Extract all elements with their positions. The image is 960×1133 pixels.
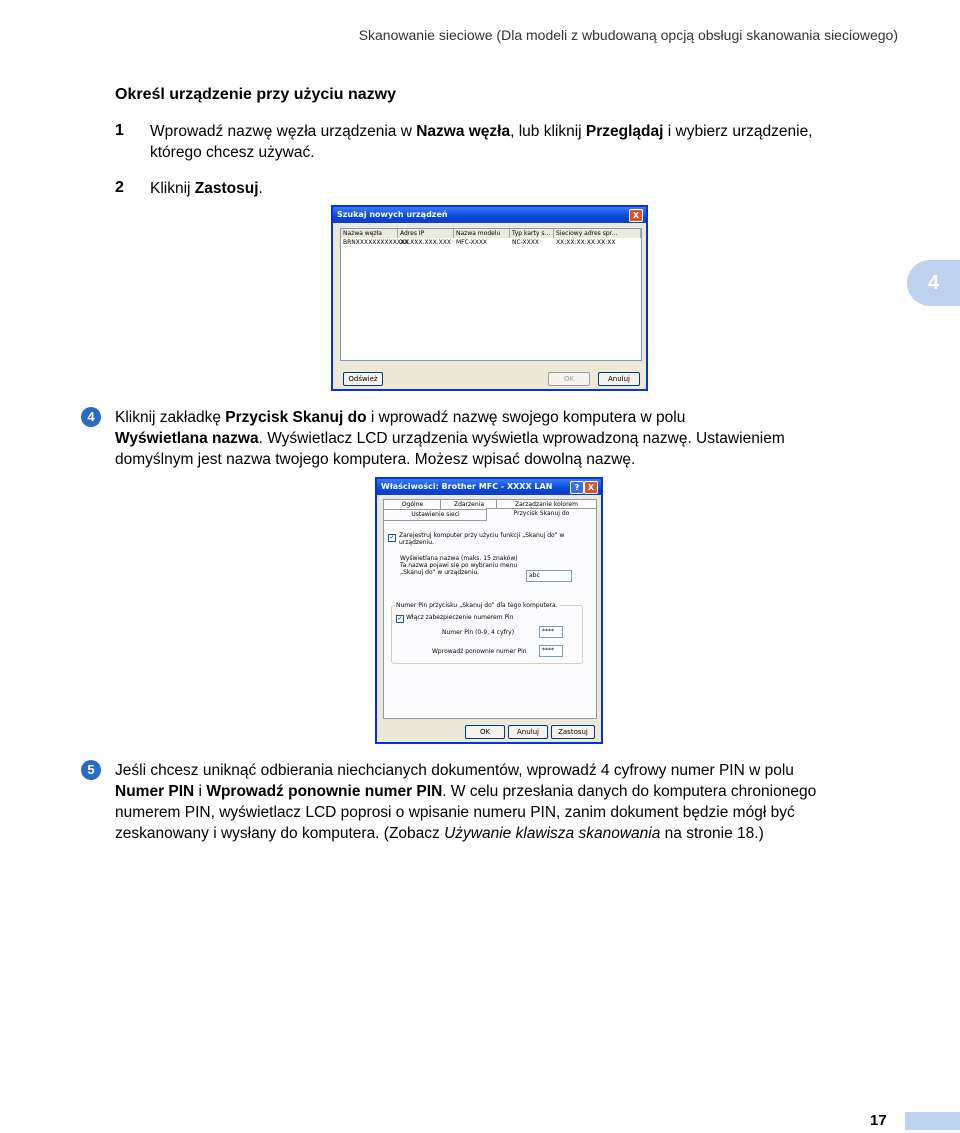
search-dialog-titlebar	[333, 207, 646, 223]
display-name-line2: Ta nazwa pojawi się po wybraniu menu	[400, 562, 518, 569]
register-checkbox[interactable]: ✓	[389, 534, 395, 541]
section-title: Określ urządzenie przy użyciu nazwy	[115, 86, 396, 103]
pin-label: Numer Pin (0-9, 4 cyfry)	[442, 629, 515, 636]
step-5-badge: 5	[81, 760, 101, 780]
display-name-input[interactable]: abc	[526, 570, 572, 582]
column-header[interactable]: Nazwa modelu	[454, 229, 510, 238]
pin-repeat-input[interactable]: ****	[539, 645, 563, 657]
table-cell[interactable]: BRNXXXXXXXXXXXXX	[343, 239, 410, 246]
step-4-part-a: Kliknij zakładkę	[115, 409, 226, 426]
tab-panel	[383, 520, 597, 719]
page-number-bar	[905, 1112, 960, 1130]
substep-1-number: 1	[115, 122, 124, 139]
column-header[interactable]: Adres IP	[398, 229, 454, 238]
page-number: 17	[870, 1112, 887, 1129]
pin-repeat-bold-label: Wprowadź ponownie numer PIN	[206, 783, 443, 800]
substep-2-text	[150, 178, 263, 199]
step-5-part-f: numerem PIN, wyświetlacz LCD poprosi o wpisanie numeru PIN, zanim dokument będzie mógł być	[115, 804, 795, 821]
table-cell[interactable]: XX.XXX.XXX.XXX	[400, 239, 451, 246]
pin-group-title: Numer Pin przycisku „Skanuj do” dla tego komputera.	[396, 602, 558, 609]
browse-label: Przeglądaj	[585, 123, 664, 140]
help-icon[interactable]: ?	[570, 481, 584, 494]
substep-2-part-a: Kliknij	[150, 180, 195, 197]
substep-2-number: 2	[115, 179, 124, 196]
search-devices-dialog	[331, 205, 648, 391]
substep-1-text	[150, 121, 900, 163]
step-4-badge: 4	[81, 407, 101, 427]
substep-1-part-a: Wprowadź nazwę węzła urządzenia w	[150, 123, 417, 140]
pin-input[interactable]: ****	[539, 626, 563, 638]
substep-1-part-c: , lub kliknij	[510, 123, 586, 140]
close-icon[interactable]: X	[584, 481, 598, 494]
ok-button[interactable]: OK	[548, 372, 590, 386]
step-5-part-c: i	[194, 783, 207, 800]
step-5-part-a: Jeśli chcesz uniknąć odbierania niechcianych dokumentów, wprowadź 4 cyfrowy numer PIN w polu	[115, 762, 794, 779]
table-cell[interactable]: XX:XX:XX:XX:XX:XX	[556, 239, 616, 246]
step-5-part-i: na stronie 18.)	[660, 825, 764, 842]
close-icon[interactable]: X	[629, 209, 643, 222]
display-name-label: Wyświetlana nazwa	[115, 430, 259, 447]
table-cell[interactable]: NC-XXXX	[512, 239, 539, 246]
column-header[interactable]: Sieciowy adres spr...	[554, 229, 641, 238]
tab-general[interactable]: Ogólne	[383, 499, 442, 510]
display-name-line1: Wyświetlana nazwa (maks. 15 znaków)	[400, 555, 518, 562]
cancel-button[interactable]: Anuluj	[508, 725, 548, 739]
substep-1-part-e: i wybierz urządzenie,	[663, 123, 813, 140]
properties-dialog	[375, 477, 603, 744]
ok-button[interactable]: OK	[465, 725, 505, 739]
step-4-part-f: domyślnym jest nazwa twojego komputera. Możesz wpisać dowolną nazwę.	[115, 451, 636, 468]
pin-enable-checkbox[interactable]: ✓	[397, 615, 403, 622]
scan-to-tab-label: Przycisk Skanuj do	[225, 409, 367, 426]
register-label-line2: urządzeniu.	[399, 539, 434, 546]
properties-dialog-titlebar	[377, 479, 601, 495]
running-header: Skanowanie sieciowe (Dla modeli z wbudowaną opcją obsługi skanowania sieciowego)	[358, 27, 898, 43]
substep-1-part-f: którego chcesz używać.	[150, 144, 315, 161]
step-4-part-c: i wprowadź nazwę swojego komputera w polu	[366, 409, 686, 426]
column-header[interactable]: Typ karty s...	[510, 229, 554, 238]
register-label-line1: Zarejestruj komputer przy użyciu funkcji „Skanuj do” w	[399, 532, 565, 539]
device-list[interactable]	[340, 228, 642, 361]
step-4-text	[115, 407, 905, 470]
properties-dialog-title: Właściwości: Brother MFC - XXXX LAN	[381, 482, 553, 491]
tab-network-settings[interactable]: Ustawienie sieci	[383, 509, 488, 520]
search-dialog-title: Szukaj nowych urządzeń	[337, 210, 448, 219]
step-5-part-g: zeskanowany i wysłany do komputera. (Zobacz	[115, 825, 445, 842]
cross-reference-link[interactable]: Używanie klawisza skanowania	[444, 825, 661, 842]
step-4-part-e: . Wyświetlacz LCD urządzenia wyświetla wprowadzoną nazwę. Ustawieniem	[258, 430, 785, 447]
tab-scan-to-button[interactable]: Przycisk Skanuj do	[486, 508, 597, 521]
apply-button[interactable]: Zastosuj	[551, 725, 595, 739]
step-5-part-e: . W celu przesłania danych do komputera chronionego	[442, 783, 817, 800]
step-5-text	[115, 760, 915, 844]
pin-number-label: Numer PIN	[115, 783, 195, 800]
display-name-line3: „Skanuj do” w urządzeniu.	[400, 569, 480, 576]
refresh-button[interactable]: Odśwież	[343, 372, 383, 386]
chapter-tab: 4	[907, 260, 960, 306]
substep-2-part-c: .	[258, 180, 263, 197]
column-header[interactable]: Nazwa węzła	[341, 229, 398, 238]
pin-enable-label: Włącz zabezpieczenie numerem Pin	[406, 614, 514, 621]
cancel-button[interactable]: Anuluj	[598, 372, 640, 386]
pin-repeat-label: Wprowadź ponownie numer Pin	[432, 648, 527, 655]
table-cell[interactable]: MFC-XXXX	[456, 239, 488, 246]
apply-label: Zastosuj	[194, 180, 259, 197]
tab-color-management[interactable]: Zarządzanie kolorem	[496, 499, 597, 510]
node-name-label: Nazwa węzła	[416, 123, 511, 140]
tab-events[interactable]: Zdarzenia	[440, 499, 498, 510]
